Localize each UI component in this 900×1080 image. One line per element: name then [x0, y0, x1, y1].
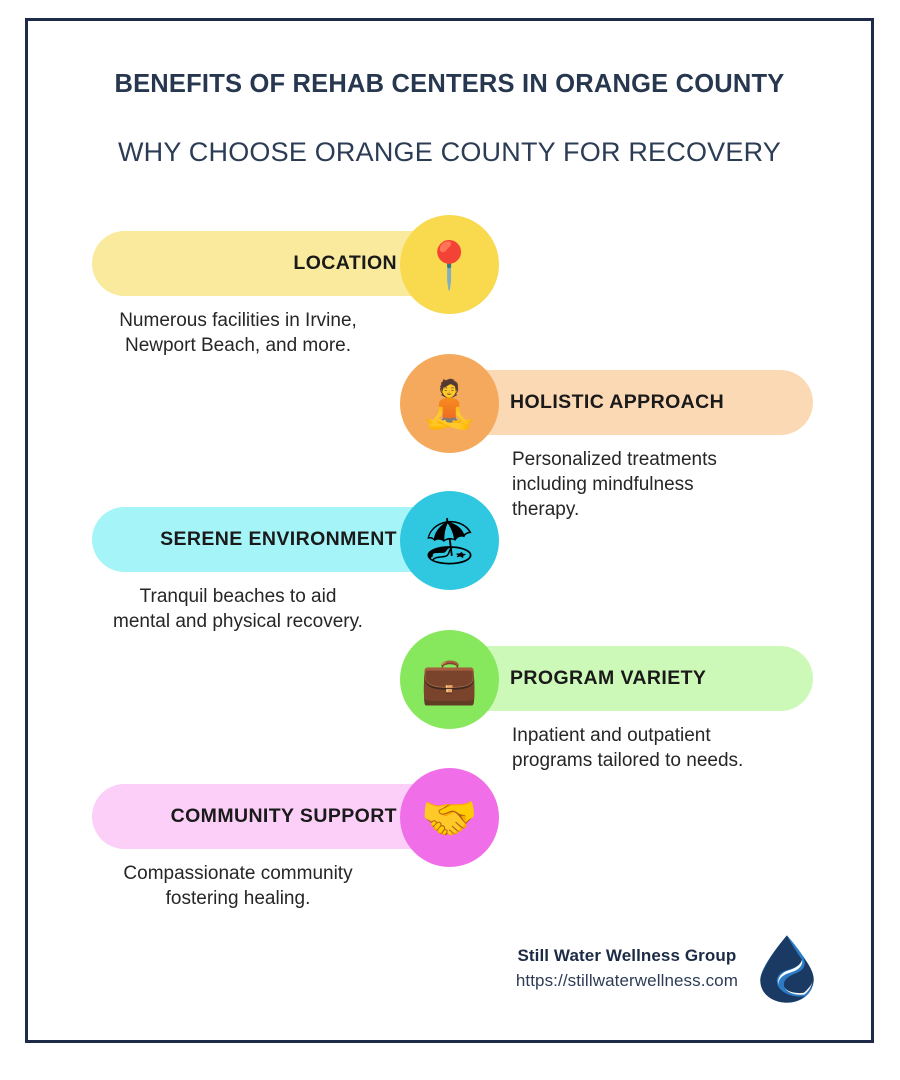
benefit-icon-glyph-program-variety: 💼 [420, 653, 479, 706]
benefit-description-program-variety: Inpatient and outpatient programs tailored to needs. [512, 725, 744, 772]
brand-url[interactable]: https://stillwaterwellness.com [515, 971, 738, 990]
briefcase-icon [400, 630, 499, 729]
round-pushpin-icon [400, 215, 499, 314]
benefit-icon-glyph-community-support: 🤝 [420, 791, 479, 844]
benefit-label-location: LOCATION [293, 252, 397, 274]
benefit-description-serene-environment: Tranquil beaches to aid mental and physical recovery. [113, 586, 363, 633]
brand-name: Still Water Wellness Group [517, 946, 737, 966]
person-in-lotus-position-icon [400, 354, 499, 453]
benefit-pill-program-variety[interactable] [448, 646, 813, 711]
benefit-label-community-support: COMMUNITY SUPPORT [170, 805, 397, 827]
benefit-pill-holistic-approach[interactable] [448, 370, 813, 435]
benefit-description-location: Numerous facilities in Irvine, Newport Beach, and more. [119, 310, 357, 357]
benefit-icon-glyph-location: 📍 [420, 238, 479, 291]
benefit-label-program-variety: PROGRAM VARIETY [510, 667, 707, 689]
benefit-icon-glyph-holistic-approach: 🧘 [420, 377, 479, 430]
benefit-icon-glyph-serene-environment: 🏖 [420, 514, 479, 567]
benefit-description-holistic-approach: Personalized treatments including mindfulness therapy. [512, 449, 717, 521]
handshake-icon [400, 768, 499, 867]
benefit-description-community-support: Compassionate community fostering healing. [123, 863, 353, 910]
page-subtitle: WHY CHOOSE ORANGE COUNTY FOR RECOVERY [118, 136, 781, 167]
benefit-label-serene-environment: SERENE ENVIRONMENT [160, 528, 397, 550]
page-title: BENEFITS OF REHAB CENTERS IN ORANGE COUNTY [114, 70, 785, 98]
benefit-label-holistic-approach: HOLISTIC APPROACH [510, 391, 725, 413]
beach-with-umbrella-icon [400, 491, 499, 590]
